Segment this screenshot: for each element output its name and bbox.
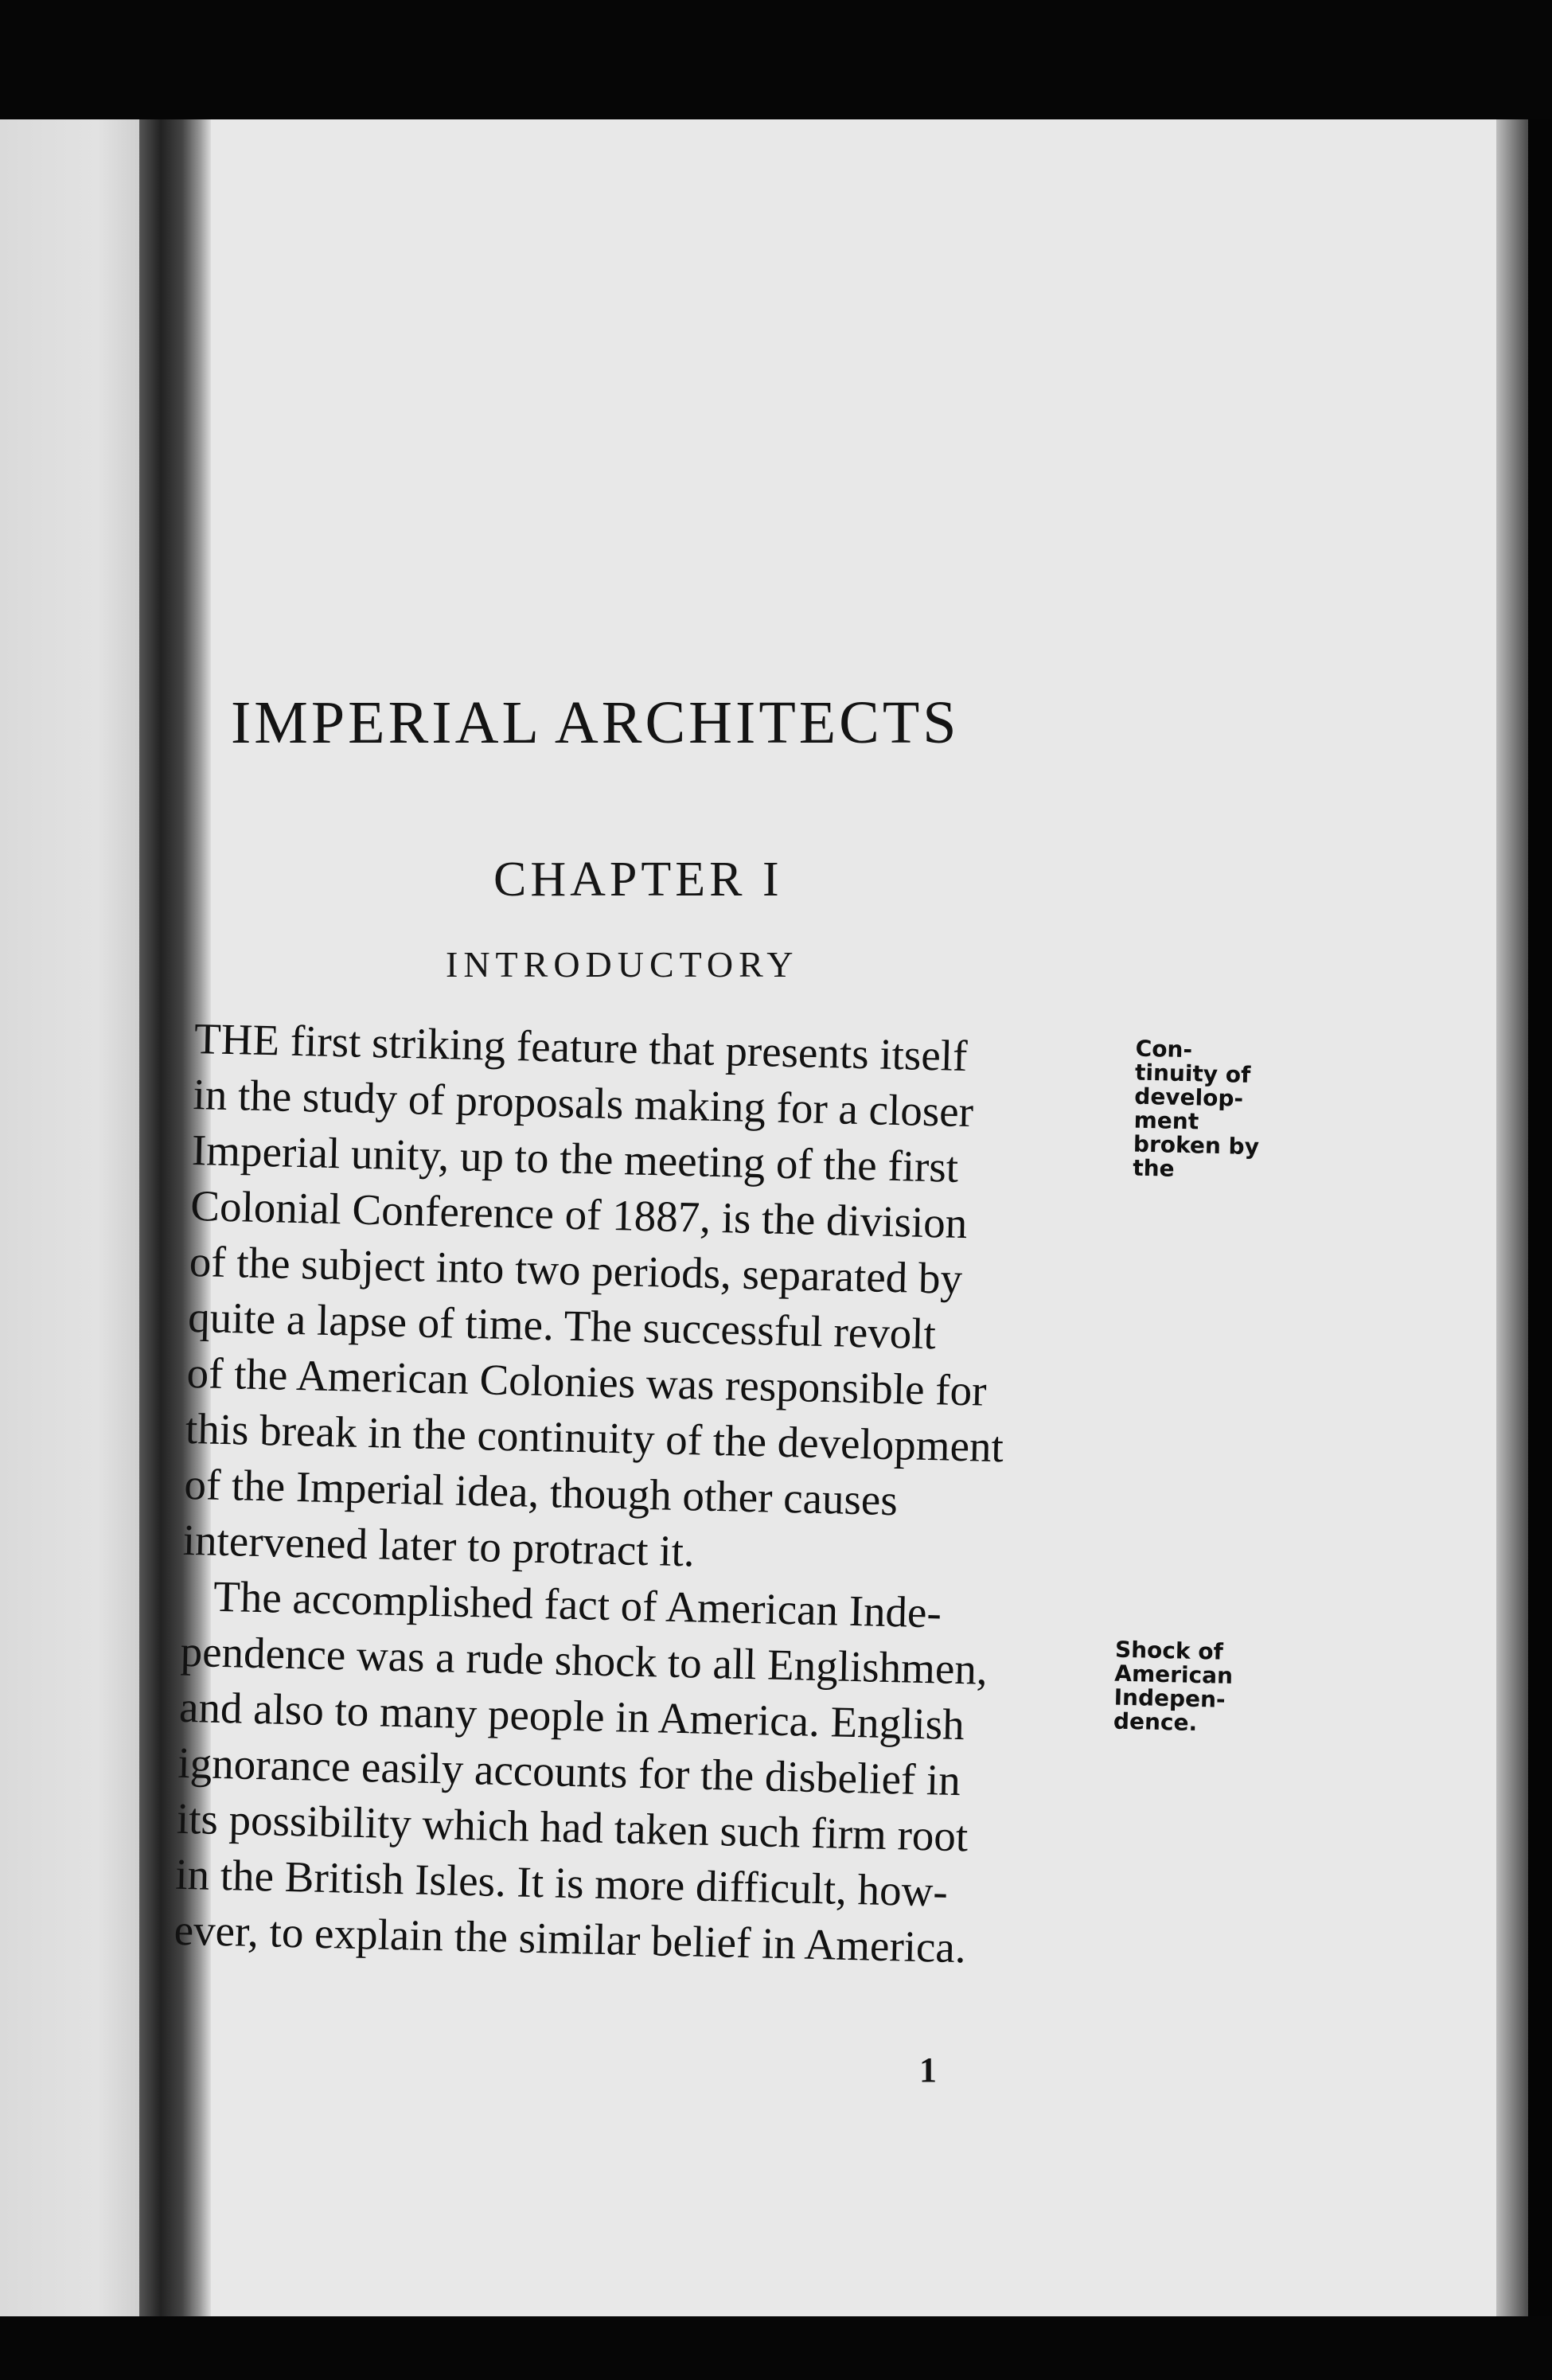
text-line: of the Imperial idea, though other causes	[183, 1459, 899, 1525]
margin-note-line: tinuity of	[1134, 1059, 1251, 1088]
text-line: of the American Colonies was responsible for	[185, 1348, 988, 1415]
facing-page-edge	[0, 119, 139, 2316]
text-line: and also to many people in America. English	[178, 1682, 965, 1750]
margin-note-line: broken by	[1133, 1130, 1260, 1161]
page-right-edge	[1496, 119, 1528, 2316]
body-text	[174, 1011, 1126, 1979]
scan-bottom-border	[0, 2316, 1552, 2380]
margin-note-line: American	[1114, 1660, 1234, 1689]
scan-top-border	[0, 0, 1552, 119]
text-line: this break in the continuity of the development	[185, 1403, 1004, 1472]
text-line: Imperial unity, up to the meeting of the first	[191, 1125, 959, 1192]
text-line: of the subject into two periods, separated by	[189, 1236, 963, 1303]
text-line: its possibility which had taken such firm root	[176, 1793, 969, 1861]
text-line: ignorance easily accounts for the disbelief in	[177, 1738, 961, 1805]
page-number: 1	[919, 2050, 937, 2089]
margin-note-continuity	[1133, 1037, 1303, 1184]
text-line: Colonial Conference of 1887, is the division	[189, 1180, 968, 1248]
book-title: IMPERIAL ARCHITECTS	[231, 689, 960, 756]
text-line: in the study of proposals making for a closer	[192, 1069, 974, 1137]
margin-note-line: dence.	[1113, 1707, 1198, 1736]
margin-note-shock	[1113, 1638, 1283, 1738]
margin-note-line: Shock of	[1114, 1636, 1224, 1665]
text-line: intervened later to protract it.	[182, 1515, 696, 1576]
text-line: ever, to explain the similar belief in America.	[174, 1905, 967, 1972]
text-line: in the British Isles. It is more difficult, how-	[174, 1849, 949, 1916]
paragraph-1	[182, 1011, 1126, 1589]
text-line: pendence was a rude shock to all Englishmen,	[180, 1626, 989, 1694]
text-line: The accomplished fact of American Inde-	[213, 1571, 942, 1637]
margin-note-line: the	[1132, 1154, 1176, 1182]
chapter-title: INTRODUCTORY	[446, 944, 799, 985]
text-line: quite a lapse of time. The successful revolt	[187, 1292, 937, 1359]
chapter-number: CHAPTER I	[493, 853, 783, 907]
paragraph-2	[174, 1568, 1113, 1979]
margin-note-line: ment	[1133, 1106, 1199, 1135]
margin-note-line: Indepen-	[1113, 1684, 1226, 1713]
margin-note-line: develop-	[1134, 1083, 1244, 1112]
text-line: THE first striking feature that presents itself	[193, 1013, 969, 1081]
margin-note-line: Con-	[1135, 1035, 1193, 1063]
